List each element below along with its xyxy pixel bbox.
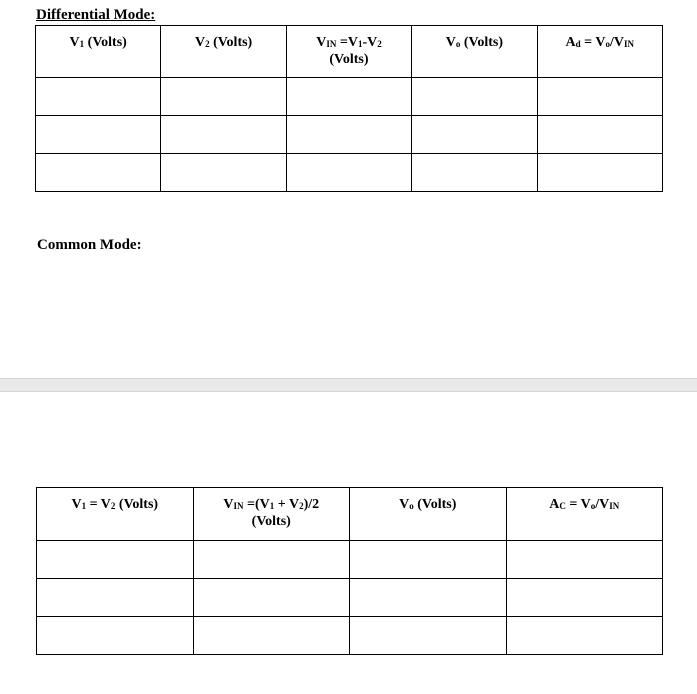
header-v1-equals-v2: V1 = V2 (Volts)	[37, 488, 194, 541]
table-row	[37, 617, 663, 655]
header-vo: Vo (Volts)	[412, 26, 537, 78]
table-row	[37, 541, 663, 579]
table-cell[interactable]	[36, 116, 161, 154]
header-vin: VIN =(V1 + V2)/2 (Volts)	[193, 488, 350, 541]
table-cell[interactable]	[350, 541, 507, 579]
table-cell[interactable]	[37, 579, 194, 617]
header-vo: Vo (Volts)	[350, 488, 507, 541]
table-row	[36, 78, 663, 116]
table-row	[36, 154, 663, 192]
table-cell[interactable]	[161, 116, 286, 154]
table-row	[37, 579, 663, 617]
table-cell[interactable]	[37, 617, 194, 655]
table-cell[interactable]	[286, 116, 411, 154]
table-cell[interactable]	[506, 617, 663, 655]
table-cell[interactable]	[193, 617, 350, 655]
differential-mode-table	[35, 25, 663, 192]
table-cell[interactable]	[161, 78, 286, 116]
table-cell[interactable]	[161, 154, 286, 192]
table-cell[interactable]	[350, 579, 507, 617]
table-cell[interactable]	[286, 78, 411, 116]
table-cell[interactable]	[286, 154, 411, 192]
header-vin: VIN =V1-V2 (Volts)	[286, 26, 411, 78]
table-cell[interactable]	[412, 78, 537, 116]
header-ad: Ad = Vo/VIN	[537, 26, 662, 78]
table-cell[interactable]	[506, 579, 663, 617]
header-v1: V1 (Volts)	[36, 26, 161, 78]
table-cell[interactable]	[537, 78, 662, 116]
table-cell[interactable]	[193, 579, 350, 617]
header-v2: V2 (Volts)	[161, 26, 286, 78]
page-separator	[0, 378, 697, 392]
differential-mode-heading: Differential Mode:	[36, 7, 156, 23]
common-mode-heading: Common Mode:	[37, 237, 142, 253]
table-header-row	[36, 26, 663, 78]
table-cell[interactable]	[506, 541, 663, 579]
table-cell[interactable]	[36, 154, 161, 192]
table-cell[interactable]	[412, 154, 537, 192]
table-cell[interactable]	[193, 541, 350, 579]
common-mode-table	[36, 487, 663, 655]
table-cell[interactable]	[36, 78, 161, 116]
header-ac: AC = Vo/VIN	[506, 488, 663, 541]
table-cell[interactable]	[537, 116, 662, 154]
table-row	[36, 116, 663, 154]
table-cell[interactable]	[412, 116, 537, 154]
table-header-row	[37, 488, 663, 541]
table-cell[interactable]	[37, 541, 194, 579]
table-cell[interactable]	[350, 617, 507, 655]
table-cell[interactable]	[537, 154, 662, 192]
